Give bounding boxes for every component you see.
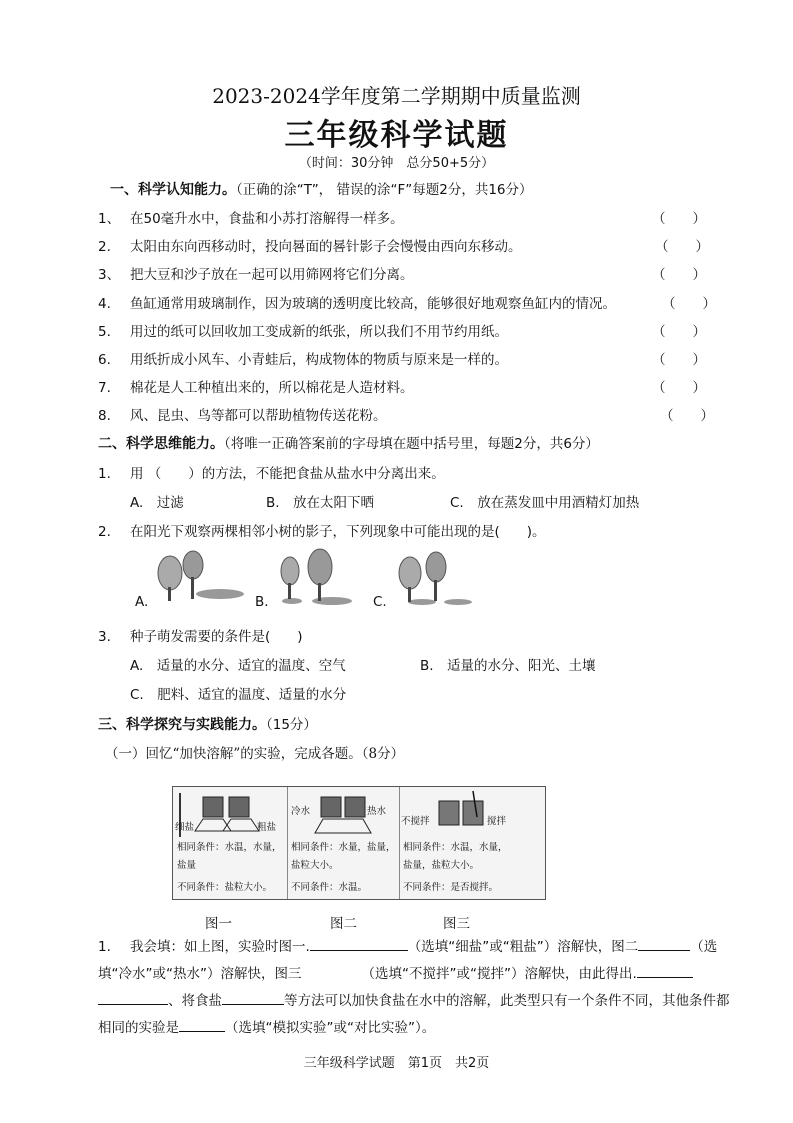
section1-item-num: 5.: [98, 323, 111, 340]
panel1-diff: 不同条件：盐粒大小。: [177, 882, 273, 893]
answer-blank-3[interactable]: [301, 963, 361, 978]
page-footer: 三年级科学试题 第1页 共2页: [303, 1056, 490, 1071]
s2-q2: [98, 520, 546, 540]
section1-item-num: 1、: [98, 211, 121, 227]
section1-item-num: 3、: [98, 267, 121, 284]
panel3-same: 相同条件：水温，水量，: [403, 842, 508, 853]
tree-shadow-option-a-image: [150, 545, 250, 607]
figure-caption-1: 图一: [205, 916, 232, 932]
answer-parentheses[interactable]: （ ）: [652, 323, 706, 340]
figure-panel-2: [287, 787, 400, 899]
answer-blank-2[interactable]: [638, 936, 690, 951]
s2-q2-num: 2.: [98, 524, 111, 540]
panel3-diff: 不同条件：是否搅拌。: [403, 882, 499, 893]
section1-item: [98, 207, 404, 227]
panel1-same2: 盐量: [177, 860, 197, 871]
panel3-left-label: 不搅拌: [401, 816, 430, 827]
panel2-same: 相同条件：水量，盐量，: [291, 842, 396, 853]
tree-shadow-option-b-image: [270, 545, 360, 607]
panel2-left-label: 冷水: [291, 806, 311, 817]
tree-shadow-option-c-image: [388, 545, 478, 607]
s3-fill-text-3: （选填“冷水”或“热水”）溶解快，图三: [98, 939, 718, 982]
section1-item: [98, 235, 522, 255]
section1-item-num: 8.: [98, 408, 111, 425]
figure-caption-3: 图三: [443, 916, 470, 932]
section1-item-text: 风、昆虫、鸟等都可以帮助植物传送花粉。: [130, 408, 387, 425]
answer-blank-7[interactable]: [179, 1017, 225, 1032]
section1-item: [98, 348, 508, 368]
s2-q3-option-a: A. 适量的水分、适宜的温度、空气: [130, 658, 346, 674]
section1-item: [98, 292, 616, 312]
s3-fill-text-6: 等方法可以加快食盐在水中的溶解，此类型只有一个条件不同，其他条件都相同的实验是: [98, 993, 730, 1036]
section1-item-num: 4.: [98, 295, 111, 312]
panel1-left-label: 细盐: [175, 822, 195, 833]
answer-parentheses[interactable]: （ ）: [655, 239, 709, 256]
panel2-same2: 盐粒大小。: [291, 860, 339, 871]
section1-item-text: 用纸折成小风车、小青蛙后，构成物体的物质与原来是一样的。: [130, 352, 508, 368]
answer-parentheses[interactable]: （ ）: [660, 408, 714, 425]
section3-part1: （一）回忆“加快溶解”的实验，完成各题。（8分）: [105, 746, 405, 762]
s2-q3-option-c: C. 肥料、适宜的温度、适量的水分: [130, 687, 347, 703]
section1-item-text: 用过的纸可以回收加工变成新的纸张，所以我们不用节约用纸。: [130, 323, 508, 340]
answer-blank-5[interactable]: [98, 990, 168, 1005]
s3-fill-text-4: （选填“不搅拌”或“搅拌”）溶解快，由此得出.: [361, 966, 637, 982]
s2-q3-text: 种子萌发需要的条件是( ): [130, 629, 303, 645]
s3-fill-num: 1.: [98, 939, 111, 955]
s2-q3: [98, 625, 303, 645]
s2-q1: [98, 462, 445, 482]
answer-parentheses[interactable]: （ ）: [652, 267, 706, 284]
section3-score: （15分）: [266, 717, 317, 733]
section1-item-num: 6.: [98, 352, 111, 368]
section1-title: 一、科学认知能力。: [110, 182, 236, 198]
s3-fill-question: [98, 934, 738, 1042]
section1-item-text: 在50毫升水中，食盐和小苏打溶解得一样多。: [130, 211, 404, 227]
answer-blank-1[interactable]: [310, 936, 408, 951]
section3-title: 三、科学探究与实践能力。: [98, 717, 266, 733]
s2-q1-text: 用 （ ）的方法，不能把食盐从盐水中分离出来。: [130, 466, 445, 482]
s3-fill-text-7: （选填“模拟实验”或“对比实验”）。: [225, 1020, 436, 1036]
panel1-same: 相同条件：水温，水量，: [177, 842, 282, 853]
panel3-same2: 盐量，盐粒大小。: [403, 860, 480, 871]
section2-requirement: （将唯一正确答案前的字母填在题中括号里，每题2分，共6分）: [224, 436, 599, 452]
section1-item: [98, 376, 414, 396]
section1-item-num: 7.: [98, 380, 111, 397]
figure-panel-1: [173, 787, 288, 899]
s2-q2-option-a: A.: [135, 594, 149, 610]
answer-parentheses[interactable]: （ ）: [652, 352, 706, 368]
figure-panel-3: [399, 787, 545, 899]
section1-item: [98, 263, 414, 283]
section2-title: 二、科学思维能力。: [98, 436, 224, 452]
section1-item-text: 棉花是人工种植出来的，所以棉花是人造材料。: [130, 380, 414, 397]
exam-term: 2023-2024学年度第二学期期中质量监测: [212, 84, 581, 108]
section1-requirement: （正确的涂“T”， 错误的涂“F”每题2分，共16分）: [236, 182, 533, 198]
exam-title: 三年级科学试题: [284, 118, 509, 153]
answer-parentheses[interactable]: （ ）: [662, 295, 716, 312]
s3-fill-text-2: （选填“细盐”或“粗盐”）溶解快，图二: [407, 939, 639, 955]
panel1-right-label: 粗盐: [257, 822, 277, 833]
s2-q1-num: 1.: [98, 466, 111, 482]
figure-caption-2: 图二: [330, 916, 357, 932]
s2-q2-option-b: B.: [255, 594, 269, 610]
beaker-pair-3-icon: [399, 787, 545, 837]
section1-heading: [110, 178, 533, 199]
section1-item-num: 2.: [98, 239, 111, 256]
answer-parentheses[interactable]: （ ）: [652, 211, 706, 227]
s2-q2-option-c: C.: [373, 594, 387, 610]
section1-item-text: 把大豆和沙子放在一起可以用筛网将它们分离。: [130, 267, 414, 284]
s2-q1-option-b: B. 放在太阳下晒: [266, 495, 375, 511]
section1-item-text: 太阳由东向西移动时，投向晷面的晷针影子会慢慢由西向东移动。: [130, 239, 522, 256]
answer-parentheses[interactable]: （ ）: [652, 380, 706, 397]
s3-fill-text-5: 、将食盐: [168, 993, 222, 1009]
panel2-diff: 不同条件：水温。: [291, 882, 368, 893]
section1-item: [98, 404, 387, 424]
panel3-right-label: 搅拌: [487, 816, 507, 827]
section3-heading: [98, 713, 317, 734]
section1-item: [98, 320, 508, 340]
dissolve-experiment-figure: [172, 786, 546, 900]
section1-item-text: 鱼缸通常用玻璃制作，因为玻璃的透明度比较高，能够很好地观察鱼缸内的情况。: [130, 295, 616, 312]
exam-subtitle: （时间：30分钟 总分50+5分）: [298, 156, 495, 171]
s3-fill-text-1: 我会填：如上图，实验时图一.: [130, 939, 310, 955]
s2-q3-num: 3.: [98, 629, 111, 645]
panel2-right-label: 热水: [367, 806, 387, 817]
answer-blank-4[interactable]: [637, 963, 693, 978]
s2-q1-option-c: C. 放在蒸发皿中用酒精灯加热: [450, 495, 640, 511]
s2-q2-text: 在阳光下观察两棵相邻小树的影子，下列现象中可能出现的是( )。: [130, 524, 546, 540]
section2-heading: [98, 432, 599, 453]
s2-q3-option-b: B. 适量的水分、阳光、土壤: [420, 658, 596, 674]
s2-q1-option-a: A. 过滤: [130, 495, 184, 511]
answer-blank-6[interactable]: [222, 990, 284, 1005]
